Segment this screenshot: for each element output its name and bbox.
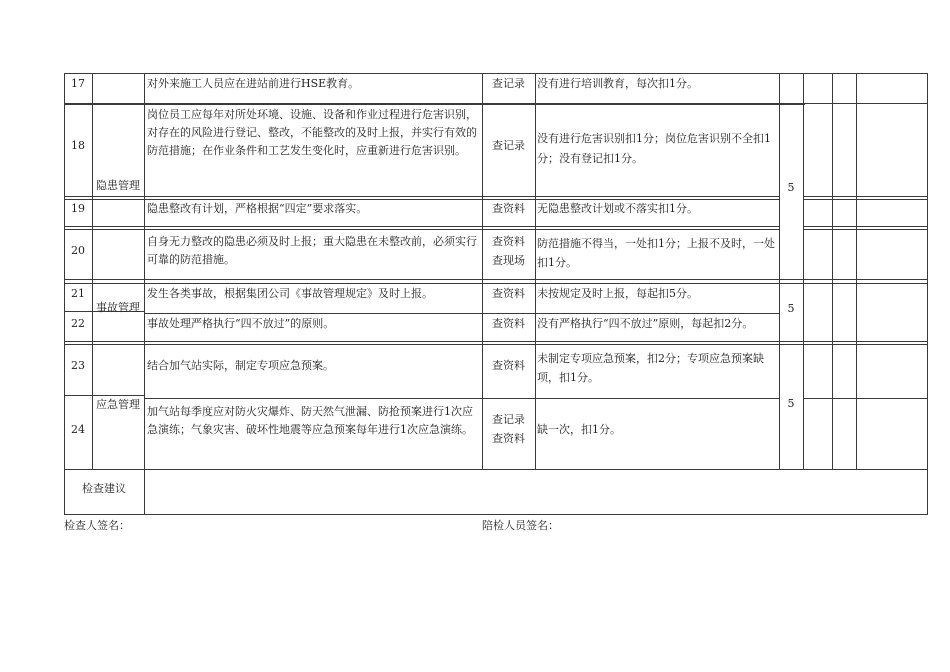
inspector-signature-label: 检查人签名： (64, 519, 130, 532)
criteria-cell: 没有进行培训教育，每次扣1分。 (537, 77, 698, 90)
content-cell: 岗位员工应每年对所处环境、设施、设备和作业过程进行危害识别，对存在的风险进行登记、整改，不能整改的及时上报，并实行有效的防范措施；在作业条件和工艺发生变化时，应重新进行危害识别。 (147, 108, 477, 157)
grid-line (927, 73, 928, 514)
row-number: 20 (71, 244, 85, 257)
row-number: 24 (71, 423, 85, 436)
group-score: 5 (787, 181, 795, 194)
content-cell: 事故处理严格执行“四不放过”的原则。 (147, 317, 335, 330)
grid-line (144, 398, 779, 399)
method-cell: 查记录 (492, 77, 525, 90)
content-cell: 隐患整改有计划，严格根据“四定”要求落实。 (147, 202, 368, 215)
grid-line (64, 283, 928, 284)
row-number: 17 (71, 77, 85, 90)
grid-line (64, 226, 779, 227)
content-cell: 加气站每季度应对防火灾爆炸、防天然气泄漏、防抢预案进行1次应急演练；气象灾害、破坏性地震等应急预案每年进行1次应急演练。 (147, 405, 473, 436)
row-number: 21 (71, 287, 85, 300)
criteria-cell: 没有严格执行“四不放过”原则，每起扣2分。 (537, 317, 754, 330)
row-number: 23 (71, 359, 85, 372)
grid-line (803, 199, 928, 200)
grid-line (832, 73, 833, 469)
group-label: 隐患管理 (96, 179, 140, 192)
criteria-cell: 缺一次，扣1分。 (537, 423, 621, 436)
criteria-cell: 未按规定及时上报，每起扣5分。 (537, 287, 698, 300)
grid-line (64, 229, 779, 230)
criteria-cell: 无隐患整改计划或不落实扣1分。 (537, 202, 698, 215)
method-cell: 查资料 (492, 202, 525, 215)
group-label: 应急管理 (96, 398, 140, 411)
grid-line (803, 196, 928, 197)
grid-line (144, 73, 145, 514)
grid-line (535, 73, 536, 469)
row-number: 19 (71, 202, 85, 215)
method-cell: 查记录 (492, 139, 525, 152)
group-score: 5 (787, 302, 795, 315)
grid-line (803, 398, 928, 399)
grid-line (803, 73, 804, 469)
row-number: 18 (71, 139, 85, 152)
content-cell: 自身无力整改的隐患必须及时上报；重大隐患在未整改前，必须实行可靠的防范措施。 (147, 235, 477, 266)
criteria-cell: 没有进行危害识别扣1分；岗位危害识别不全扣1分；没有登记扣1分。 (537, 132, 771, 165)
grid-line (64, 196, 779, 197)
grid-line (482, 73, 483, 469)
grid-line (803, 229, 928, 230)
method-cell: 查资料 (492, 359, 525, 372)
content-cell: 结合加气站实际，制定专项应急预案。 (147, 359, 334, 372)
method-cell: 查现场 (492, 254, 525, 267)
grid-line (64, 73, 928, 74)
grid-line (64, 341, 928, 342)
method-cell: 查记录 (492, 413, 525, 426)
method-cell: 查资料 (492, 235, 525, 248)
criteria-cell: 防范措施不得当，一处扣1分；上报不及时，一处扣1分。 (537, 237, 775, 269)
grid-line (64, 344, 928, 345)
grid-line (803, 226, 928, 227)
suggestion-label: 检查建议 (82, 482, 126, 495)
escort-signature-label: 陪检人员签名： (482, 519, 559, 532)
grid-line (64, 514, 928, 515)
grid-line (64, 395, 144, 396)
method-cell: 查资料 (492, 287, 525, 300)
row-number: 22 (71, 317, 85, 330)
grid-line (64, 104, 805, 105)
method-cell: 查资料 (492, 317, 525, 330)
content-cell: 对外来施工人员应在进站前进行HSE教育。 (147, 77, 360, 90)
criteria-cell: 未制定专项应急预案，扣2分；专项应急预案缺项，扣1分。 (537, 352, 764, 384)
method-cell: 查资料 (492, 432, 525, 445)
grid-line (856, 73, 857, 469)
grid-line (64, 199, 779, 200)
grid-line (64, 279, 928, 280)
group-label: 事故管理 (96, 301, 140, 314)
grid-line (144, 313, 779, 314)
content-cell: 发生各类事故，根据集团公司《事故管理规定》及时上报。 (147, 287, 433, 300)
suggestion-field[interactable] (145, 470, 927, 514)
group-score: 5 (787, 397, 795, 410)
